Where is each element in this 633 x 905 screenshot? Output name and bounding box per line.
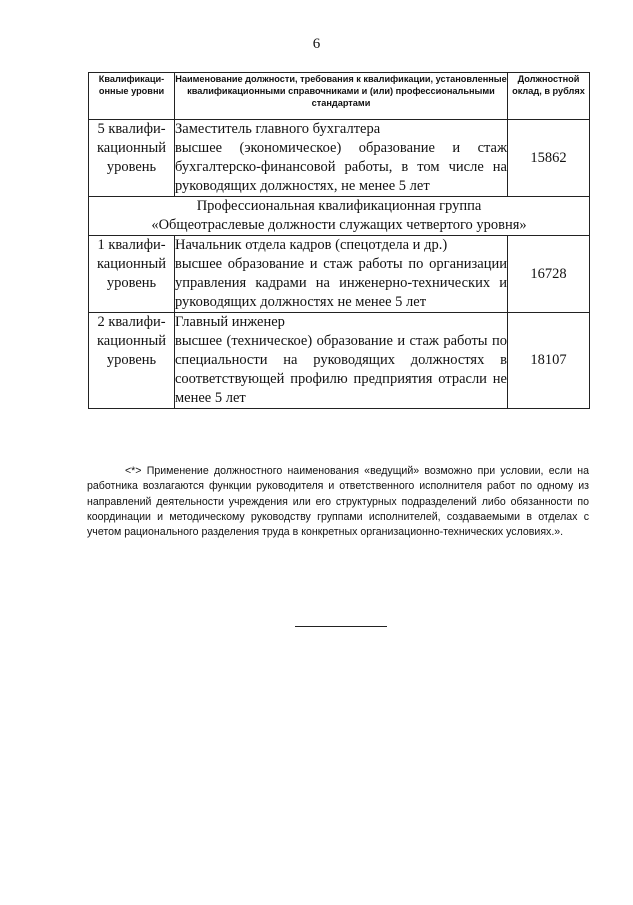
position-requirements: высшее образование и стаж работы по организации управления кадрами на инженерно-технических и руководящих должностях не менее 5 лет [175,256,507,310]
position-cell [175,236,508,313]
position-title: Заместитель главного бухгалтера [175,121,381,137]
level-cell: 5 квалифи-кационный уровень [89,120,175,197]
salary-cell: 18107 [508,313,590,409]
group-line-2: «Общеотраслевые должности служащих четвертого уровня» [151,217,527,233]
group-heading [89,197,590,236]
position-requirements: высшее (экономическое) образование и стаж бухгалтерско-финансовой работы, в том числе на руководящих должностях, не менее 5 лет [175,140,507,194]
footnote [87,464,589,540]
level-cell: 2 квалифи-кационный уровень [89,313,175,409]
salary-cell: 15862 [508,120,590,197]
table-row [89,313,590,409]
salary-table [88,72,590,409]
position-cell [175,313,508,409]
position-title: Главный инженер [175,314,285,330]
level-cell: 1 квалифи-кационный уровень [89,236,175,313]
group-line-1: Профессиональная квалификационная группа [196,198,482,214]
position-cell [175,120,508,197]
group-row [89,197,590,236]
page-number: 6 [312,36,321,52]
header-salary: Должностной оклад, в рублях [508,73,590,120]
footnote-text: <*> Применение должностного наименования «ведущий» возможно при условии, если на работника возлагаются функции руководителя и ответственного исполнителя работ по одному из направлений деятельности учреждения или его структурных подразделений либо обязанности по координации и методическому руководству группами исполнителей, создаваемыми в отделах с учетом рационального разделения труда в конкретных организационно-технических условиях.». [87,465,589,539]
header-level: Квалификаци-онные уровни [89,73,175,120]
header-position: Наименование должности, требования к квалификации, установленные квалификационными справочниками и (или) профессиональными стандартами [175,73,508,120]
table-row [89,120,590,197]
position-requirements: высшее (техническое) образование и стаж работы по специальности на руководящих должностях в соответствующей профилю предприятия отрасли не менее 5 лет [175,333,507,406]
table-row [89,236,590,313]
position-title: Начальник отдела кадров (спецотдела и др.) [175,237,448,253]
table-header-row [89,73,590,120]
salary-cell: 16728 [508,236,590,313]
closing-rule [295,626,387,627]
